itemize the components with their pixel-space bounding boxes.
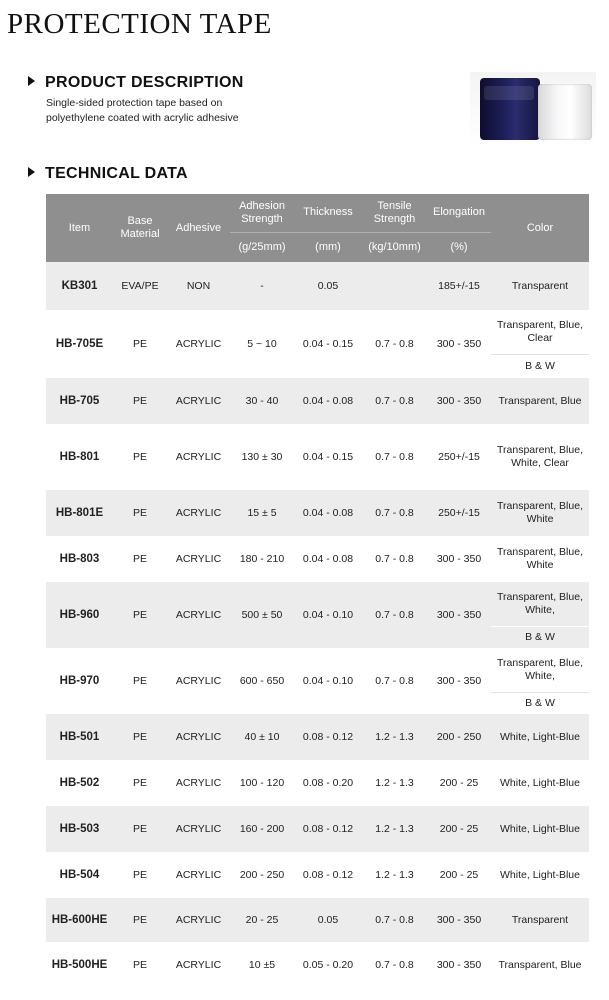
cell-tensile: 0.7 - 0.8 — [375, 337, 414, 350]
cell-thickness: 0.04 - 0.08 — [294, 378, 362, 424]
table-row — [46, 852, 589, 898]
header-base-line: Base — [127, 215, 153, 227]
cell-item: HB-801 — [59, 450, 100, 463]
cell-item: HB-502 — [59, 776, 100, 789]
cell-item: HB-803 — [59, 552, 100, 565]
cell-tensile: 1.2 - 1.3 — [362, 714, 427, 760]
cell-adhesion: 160 - 200 — [230, 806, 294, 852]
bullet-triangle-icon — [28, 76, 35, 86]
cell-adhesion: 200 - 250 — [239, 868, 285, 881]
cell-adhesion: 100 - 120 — [239, 776, 285, 789]
table-row — [46, 760, 589, 806]
cell-elongation: 250+/-15 — [427, 490, 491, 536]
color-line: White, — [525, 669, 555, 682]
cell-tensile — [362, 262, 427, 310]
white-tape-roll-image — [538, 84, 592, 140]
cell-thickness: 0.04 - 0.15 — [302, 450, 354, 463]
header-thickness: Thickness — [294, 194, 362, 232]
color-line: Clear — [527, 331, 553, 344]
cell-elongation: 185+/-15 — [427, 262, 491, 310]
header-adhesion-line: Adhesion — [239, 199, 285, 212]
cell-thickness: 0.08 - 0.12 — [294, 806, 362, 852]
description-line: Single-sided protection tape based on — [46, 97, 223, 109]
color-line: Transparent, Blue, — [497, 318, 583, 331]
cell-base: PE — [113, 714, 167, 760]
cell-color: White, Light-Blue — [500, 776, 580, 789]
cell-tensile: 0.7 - 0.8 — [375, 958, 414, 971]
cell-adhesion: 30 - 40 — [230, 378, 294, 424]
cell-tensile: 0.7 - 0.8 — [375, 552, 414, 565]
header-color: Color — [491, 194, 589, 262]
cell-item: HB-801E — [46, 490, 113, 536]
cell-base: PE — [113, 898, 167, 942]
cell-thickness: 0.04 - 0.10 — [294, 582, 362, 648]
cell-base: PE — [132, 776, 147, 789]
cell-adhesion: 15 ± 5 — [230, 490, 294, 536]
cell-adhesive: ACRYLIC — [167, 714, 230, 760]
cell-elongation: 200 - 25 — [439, 868, 479, 881]
product-description-heading-text: PRODUCT DESCRIPTION — [45, 74, 244, 91]
cell-item: HB-501 — [46, 714, 113, 760]
color-line: White — [526, 559, 554, 571]
cell-base: PE — [113, 582, 167, 648]
cell-tensile: 1.2 - 1.3 — [362, 806, 427, 852]
cell-color: White, Light-Blue — [491, 806, 589, 852]
cell-base: PE — [113, 490, 167, 536]
cell-color — [491, 424, 589, 490]
table-row — [46, 262, 589, 310]
header-elongation: Elongation — [427, 194, 491, 232]
description-line: polyethylene coated with acrylic adhesive — [46, 112, 239, 124]
color-line: White, — [525, 603, 555, 616]
cell-adhesive: ACRYLIC — [167, 582, 230, 648]
product-image — [470, 72, 596, 148]
unit-adhesion: (g/25mm) — [230, 232, 294, 262]
cell-tensile: 0.7 - 0.8 — [375, 450, 414, 463]
cell-base: PE — [132, 552, 147, 565]
cell-elongation: 300 - 350 — [436, 337, 482, 350]
cell-thickness: 0.05 - 0.20 — [302, 958, 354, 971]
product-description-heading — [28, 73, 244, 93]
table-row — [46, 648, 589, 692]
header-strength-line: Strength — [373, 212, 416, 225]
cell-adhesion: - — [230, 262, 294, 310]
cell-thickness: 0.04 - 0.08 — [294, 490, 362, 536]
cell-adhesion: 500 ± 50 — [230, 582, 294, 648]
cell-adhesion: 180 - 210 — [239, 552, 285, 565]
navy-tape-roll-image — [480, 78, 540, 140]
cell-item: HB-705 — [46, 378, 113, 424]
table-row — [46, 536, 589, 582]
cell-base: EVA/PE — [113, 262, 167, 310]
technical-data-table — [46, 194, 589, 988]
header-item: Item — [46, 194, 113, 262]
cell-adhesion: 5 ~ 10 — [247, 337, 277, 350]
cell-thickness: 0.08 - 0.12 — [294, 714, 362, 760]
cell-adhesive: ACRYLIC — [167, 490, 230, 536]
cell-item: HB-970 — [59, 674, 100, 687]
cell-elongation: 200 - 250 — [427, 714, 491, 760]
cell-adhesive: ACRYLIC — [167, 898, 230, 942]
cell-color-variant: B & W — [491, 692, 589, 714]
cell-base: PE — [132, 868, 147, 881]
header-tensile-line: Tensile — [377, 199, 412, 212]
cell-tensile: 0.7 - 0.8 — [362, 490, 427, 536]
cell-tensile: 0.7 - 0.8 — [375, 674, 414, 687]
table-row — [46, 424, 589, 490]
cell-item: KB301 — [46, 262, 113, 310]
cell-thickness: 0.04 - 0.15 — [302, 337, 354, 350]
cell-color: Transparent — [491, 898, 589, 942]
header-adhesion-strength — [230, 194, 294, 232]
cell-thickness: 0.04 - 0.10 — [302, 674, 354, 687]
cell-elongation: 200 - 25 — [439, 776, 479, 789]
cell-color — [491, 310, 589, 354]
cell-base: PE — [132, 674, 147, 687]
cell-base: PE — [132, 450, 147, 463]
table-row — [46, 490, 589, 536]
cell-color-variant: B & W — [491, 354, 589, 378]
cell-adhesion: 130 ± 30 — [241, 450, 283, 463]
table-row — [46, 806, 589, 852]
cell-color — [491, 582, 589, 626]
header-strength-line: Strength — [241, 212, 283, 225]
cell-color: White, Light-Blue — [491, 714, 589, 760]
cell-color: Transparent, Blue — [491, 378, 589, 424]
cell-adhesive: NON — [167, 262, 230, 310]
cell-adhesive: ACRYLIC — [175, 776, 222, 789]
bullet-triangle-icon — [28, 167, 35, 177]
cell-elongation: 200 - 25 — [427, 806, 491, 852]
cell-elongation: 300 - 350 — [436, 958, 482, 971]
cell-item: HB-504 — [59, 868, 100, 881]
cell-color — [491, 490, 589, 536]
color-line: White, Clear — [511, 457, 569, 469]
cell-item: HB-500HE — [51, 958, 108, 971]
cell-thickness: 0.05 — [294, 898, 362, 942]
header-material-line: Material — [120, 228, 160, 240]
cell-adhesion: 40 ± 10 — [230, 714, 294, 760]
technical-data-heading — [28, 164, 188, 184]
cell-color: Transparent, Blue — [498, 958, 582, 971]
cell-tensile: 0.7 - 0.8 — [362, 582, 427, 648]
unit-elongation: (%) — [427, 232, 491, 262]
table-row — [46, 898, 589, 942]
cell-adhesive: ACRYLIC — [175, 674, 222, 687]
cell-thickness: 0.04 - 0.08 — [302, 552, 354, 565]
cell-thickness: 0.05 — [294, 262, 362, 310]
cell-elongation: 300 - 350 — [436, 552, 482, 565]
color-line: Transparent, Blue, — [497, 546, 583, 558]
cell-adhesive: ACRYLIC — [175, 958, 222, 971]
unit-thickness: (mm) — [294, 232, 362, 262]
cell-thickness: 0.08 - 0.12 — [302, 868, 354, 881]
cell-color — [491, 648, 589, 692]
cell-adhesive: ACRYLIC — [167, 806, 230, 852]
cell-tensile: 0.7 - 0.8 — [362, 378, 427, 424]
color-line: Transparent, Blue, — [497, 444, 583, 456]
cell-elongation: 300 - 350 — [427, 898, 491, 942]
cell-item: HB-600HE — [46, 898, 113, 942]
cell-base: PE — [113, 806, 167, 852]
cell-base: PE — [113, 378, 167, 424]
table-row — [46, 310, 589, 354]
page-title: PROTECTION TAPE — [7, 8, 272, 40]
color-line: Transparent, Blue, — [497, 500, 583, 512]
cell-color — [491, 536, 589, 582]
cell-elongation: 300 - 350 — [436, 674, 482, 687]
cell-color: White, Light-Blue — [500, 868, 580, 881]
cell-adhesive: ACRYLIC — [175, 450, 222, 463]
product-description-text — [46, 96, 306, 126]
table-row — [46, 582, 589, 626]
cell-adhesive: ACRYLIC — [175, 868, 222, 881]
cell-base: PE — [132, 337, 147, 350]
color-line: Transparent, Blue, — [497, 590, 583, 603]
table-row — [46, 714, 589, 760]
cell-adhesion: 600 - 650 — [239, 674, 285, 687]
cell-thickness: 0.08 - 0.20 — [302, 776, 354, 789]
cell-item: HB-503 — [46, 806, 113, 852]
cell-item: HB-705E — [55, 337, 104, 350]
unit-tensile: (kg/10mm) — [362, 232, 427, 262]
header-adhesive: Adhesive — [167, 194, 230, 262]
cell-item: HB-960 — [46, 582, 113, 648]
table-row — [46, 378, 589, 424]
cell-base: PE — [132, 958, 147, 971]
cell-elongation: 300 - 350 — [427, 582, 491, 648]
header-tensile-strength — [362, 194, 427, 232]
table-header-row — [46, 194, 589, 232]
cell-adhesion: 20 - 25 — [230, 898, 294, 942]
cell-color-variant: B & W — [491, 626, 589, 648]
cell-adhesive: ACRYLIC — [167, 378, 230, 424]
header-base-material — [113, 194, 167, 262]
cell-elongation: 250+/-15 — [438, 450, 480, 463]
cell-adhesion: 10 ±5 — [248, 958, 276, 971]
cell-color: Transparent — [491, 262, 589, 310]
cell-adhesive: ACRYLIC — [175, 337, 222, 350]
cell-adhesive: ACRYLIC — [175, 552, 222, 565]
cell-elongation: 300 - 350 — [427, 378, 491, 424]
table-row — [46, 942, 589, 988]
color-line: Transparent, Blue, — [497, 656, 583, 669]
cell-tensile: 1.2 - 1.3 — [375, 776, 414, 789]
color-line: White — [526, 513, 554, 525]
cell-tensile: 1.2 - 1.3 — [375, 868, 414, 881]
technical-data-heading-text: TECHNICAL DATA — [45, 165, 188, 182]
cell-tensile: 0.7 - 0.8 — [362, 898, 427, 942]
